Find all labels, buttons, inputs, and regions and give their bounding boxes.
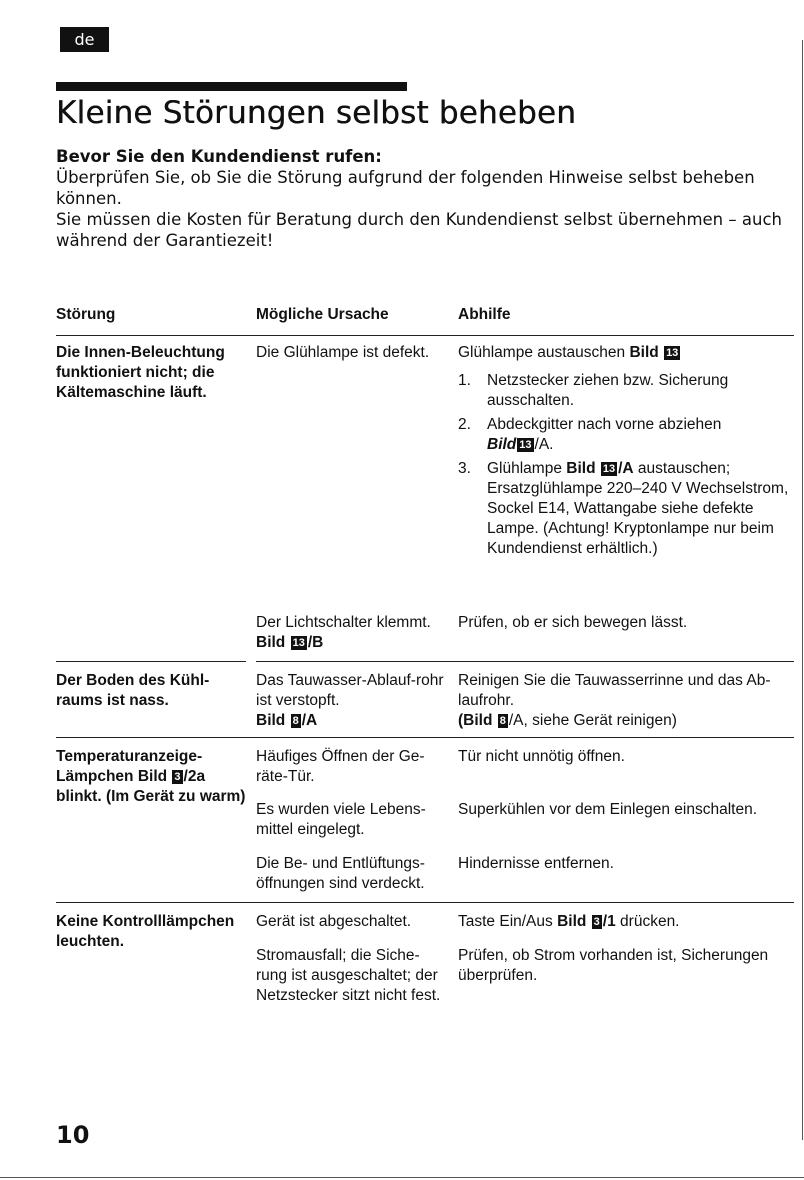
row-divider — [56, 902, 794, 903]
bild-label: Bild — [629, 344, 659, 361]
language-badge: de — [60, 27, 109, 52]
intro-lead: Bevor Sie den Kundendienst rufen: — [56, 147, 382, 166]
row1-cause-2 — [256, 613, 448, 653]
bild-label: (Bild — [458, 712, 497, 729]
bild-label: Bild — [566, 460, 596, 477]
row1-remedy-1 — [458, 343, 794, 563]
row3-remedy-2: Superkühlen vor dem Einlegen einschalten. — [458, 801, 757, 818]
row-divider — [56, 661, 246, 662]
intro-paragraph-1: Überprüfen Sie, ob Sie die Störung aufgrund der folgenden Hinweise selbst beheben können. — [56, 168, 755, 208]
bild-label: Bild — [256, 712, 286, 729]
page-title: Kleine Störungen selbst beheben — [56, 95, 577, 131]
step-text: austauschen; Ersatzglühlampe 220–240 V Wechselstrom, Sockel E14, Wattangabe siehe defekte Lampe. (Achtung! Kryptonlampe nur beim Kundendienst erhältlich.) — [487, 460, 789, 557]
intro-paragraph-2: Sie müssen die Kosten für Beratung durch den Kundendienst selbst übernehmen – auch während der Garantiezeit! — [56, 210, 782, 250]
bild-label: Bild — [557, 913, 587, 930]
figure-ref-badge: 13 — [602, 463, 616, 475]
heading-bar — [56, 82, 407, 91]
step-text: Abdeckgitter nach vorne abziehen — [487, 416, 722, 433]
row2-cause-text: Das Tauwasser-Ablauf-rohr ist verstopft. — [256, 672, 444, 709]
row3-remedy-3: Hindernisse entfernen. — [458, 855, 614, 872]
row3-problem — [56, 747, 246, 807]
row2-cause-figref — [256, 711, 448, 731]
row4-problem: Keine Kontrolllämpchen leuchten. — [56, 913, 235, 950]
figure-ref-suffix: /A, siehe Gerät reinigen) — [508, 712, 677, 729]
row1-remedy-1-title — [458, 343, 794, 363]
row4-remedy-1-text: Taste Ein/Aus — [458, 913, 558, 930]
figure-ref-badge: 3 — [593, 916, 600, 928]
row3-remedy-1: Tür nicht unnötig öffnen. — [458, 748, 625, 765]
step-number: 3. — [458, 460, 471, 477]
step-number: 2. — [458, 416, 471, 433]
header-stoerung: Störung — [56, 306, 116, 323]
row2-problem: Der Boden des Kühl-raums ist nass. — [56, 672, 210, 709]
row2-remedy-text: Reinigen Sie die Tauwasserrinne und das Ab-laufrohr. — [458, 672, 771, 709]
bild-label: Bild — [487, 436, 517, 453]
row4-cause-1: Gerät ist abgeschaltet. — [256, 913, 412, 930]
figure-ref-suffix: /A — [301, 712, 318, 729]
intro-section — [56, 146, 786, 251]
row3-cause-1: Häufiges Öffnen der Ge-räte-Tür. — [256, 748, 425, 785]
bild-label: Bild — [256, 634, 286, 651]
step-text: Glühlampe — [487, 460, 567, 477]
row1-remedy-1-text: Glühlampe austauschen — [458, 344, 630, 361]
figure-ref-badge: 8 — [499, 715, 506, 727]
row4-cause-2: Stromausfall; die Siche-rung ist ausgeschaltet; der Netzstecker sitzt nicht fest. — [256, 947, 441, 1004]
figure-ref-suffix: /A. — [534, 436, 554, 453]
list-item — [458, 459, 794, 559]
step-text: Netzstecker ziehen bzw. Sicherung ausschalten. — [487, 372, 729, 409]
figure-ref-badge: 13 — [292, 637, 305, 649]
figure-ref-badge: 13 — [519, 439, 532, 451]
row1-cause-2-figref — [256, 633, 448, 653]
row1-cause-1: Die Glühlampe ist defekt. — [256, 344, 430, 361]
row3-cause-3: Die Be- und Entlüftungs-öffnungen sind verdeckt. — [256, 855, 425, 892]
row3-cause-2: Es wurden viele Lebens-mittel eingelegt. — [256, 801, 426, 838]
row2-remedy — [458, 671, 794, 731]
row4-remedy-1 — [458, 912, 794, 932]
row3-problem-text: /2a blinkt. (Im Gerät zu warm) — [56, 768, 246, 805]
figure-ref-suffix: /B — [307, 634, 324, 651]
row3-problem-text: Temperaturanzeige-Lämpchen Bild — [56, 748, 203, 785]
row2-remedy-figref — [458, 711, 794, 731]
list-item — [458, 371, 794, 411]
page-edge-right — [802, 40, 803, 1140]
figure-ref-badge: 8 — [292, 715, 299, 727]
row4-remedy-1-text: drücken. — [615, 913, 680, 930]
figure-ref-badge: 13 — [666, 347, 679, 359]
figure-ref-suffix: /1 — [602, 913, 616, 930]
step-number: 1. — [458, 372, 471, 389]
table-header-row — [56, 305, 794, 336]
row1-cause-2-text: Der Lichtschalter klemmt. — [256, 614, 431, 631]
row-divider — [256, 661, 794, 662]
page-edge-bottom — [0, 1177, 804, 1178]
row1-problem: Die Innen-Beleuchtung funktioniert nicht; die Kältemaschine läuft. — [56, 344, 225, 401]
header-abhilfe: Abhilfe — [458, 306, 511, 323]
list-item — [458, 415, 794, 455]
figure-ref-suffix: /A — [618, 460, 634, 477]
row-divider — [56, 737, 794, 738]
page-number: 10 — [56, 1121, 90, 1149]
header-ursache: Mögliche Ursache — [256, 306, 389, 323]
row4-remedy-2: Prüfen, ob Strom vorhanden ist, Sicherungen überprüfen. — [458, 947, 769, 984]
figure-ref-badge: 3 — [174, 771, 181, 783]
row1-remedy-2: Prüfen, ob er sich bewegen lässt. — [458, 614, 688, 631]
row2-cause — [256, 671, 448, 731]
